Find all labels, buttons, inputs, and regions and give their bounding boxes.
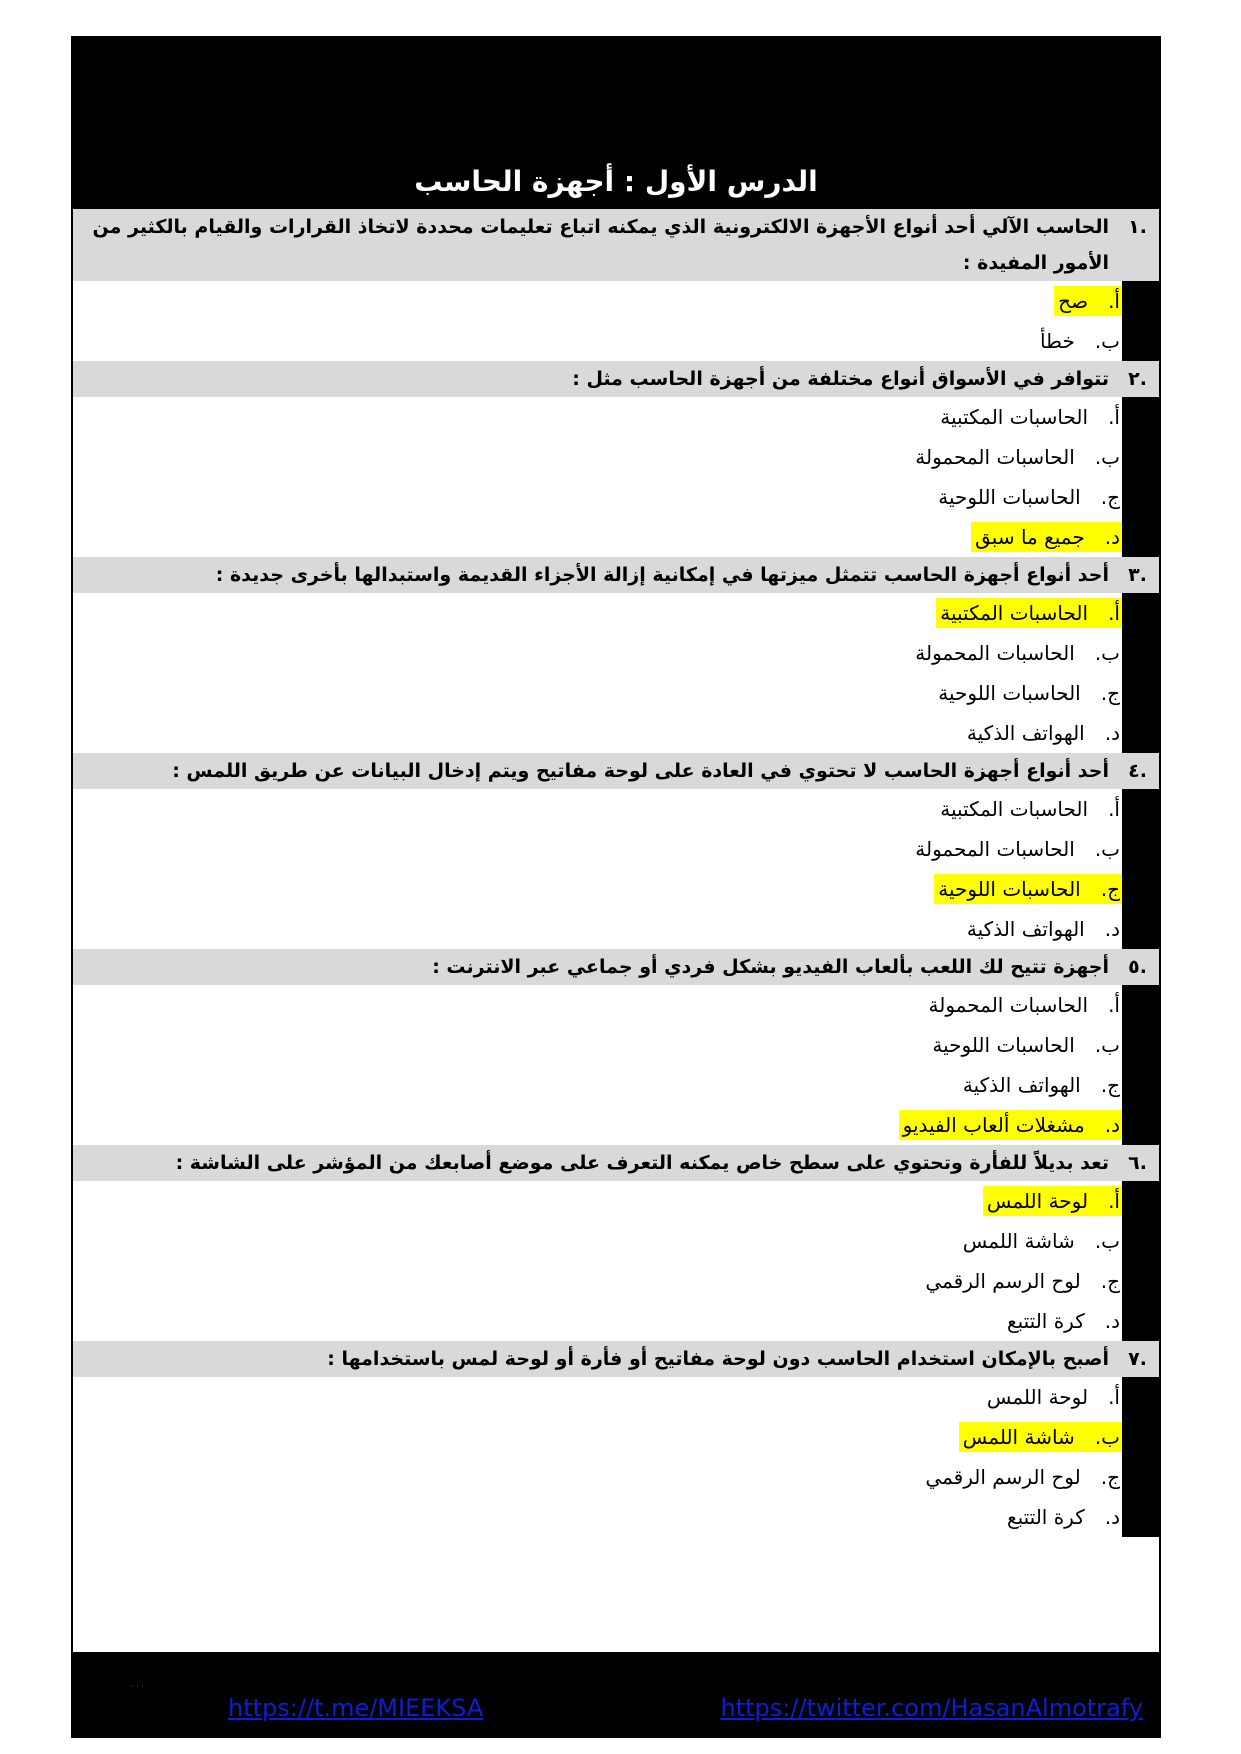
option-letter: ج.	[1100, 485, 1120, 509]
option-text: كرة التتبع	[1006, 1505, 1085, 1529]
option-letter: ب.	[1094, 1229, 1120, 1253]
question-number: .٧	[1128, 1348, 1147, 1370]
question-number: .٣	[1128, 564, 1147, 586]
option-letter: أ.	[1108, 993, 1120, 1017]
option-letter: أ.	[1108, 289, 1120, 313]
answer-option	[73, 1221, 1159, 1261]
answer-option	[73, 633, 1159, 673]
option-marker-bar	[1122, 1301, 1159, 1341]
option-text: الحاسبات المحمولة	[915, 837, 1075, 861]
answer-option	[73, 1105, 1159, 1145]
question-5	[73, 949, 1159, 985]
option-body	[1003, 1306, 1122, 1336]
option-body	[911, 638, 1122, 668]
option-letter: ج.	[1100, 1465, 1120, 1489]
answer-option	[73, 713, 1159, 753]
footer-mark: · · ·	[131, 1682, 144, 1691]
answer-option	[73, 517, 1159, 557]
answer-option	[73, 789, 1159, 829]
option-body	[925, 990, 1122, 1020]
answer-option	[73, 321, 1159, 361]
answer-option	[73, 281, 1159, 321]
option-text: كرة التتبع	[1006, 1309, 1085, 1333]
answer-option	[73, 1025, 1159, 1065]
option-body	[1036, 326, 1122, 356]
answer-option	[73, 909, 1159, 949]
option-marker-bar	[1122, 1025, 1159, 1065]
answer-option	[73, 477, 1159, 517]
option-marker-bar	[1122, 437, 1159, 477]
option-marker-bar	[1122, 1105, 1159, 1145]
option-letter: ج.	[1100, 1269, 1120, 1293]
answer-option	[73, 1181, 1159, 1221]
option-text: الحاسبات اللوحية	[938, 681, 1081, 705]
option-text: شاشة اللمس	[962, 1425, 1075, 1449]
option-marker-bar	[1122, 673, 1159, 713]
question-7	[73, 1341, 1159, 1377]
option-letter: د.	[1104, 1309, 1120, 1333]
answer-option	[73, 397, 1159, 437]
answer-option	[73, 869, 1159, 909]
telegram-link[interactable]: https://t.me/MIEEKSA	[228, 1694, 484, 1722]
option-marker-bar	[1122, 1417, 1159, 1457]
correct-answer-highlight	[971, 522, 1122, 552]
option-body	[959, 1070, 1122, 1100]
question-text: أصبح بالإمكان استخدام الحاسب دون لوحة مفاتيح أو فأرة أو لوحة لمس باستخدامها :	[327, 1348, 1109, 1370]
question-number: .٦	[1128, 1152, 1147, 1174]
option-letter: أ.	[1108, 405, 1120, 429]
option-marker-bar	[1122, 1181, 1159, 1221]
correct-answer-highlight	[1054, 286, 1122, 316]
option-text: الحاسبات المحمولة	[915, 445, 1075, 469]
option-body	[928, 1030, 1122, 1060]
option-letter: ج.	[1100, 1073, 1120, 1097]
answer-option	[73, 1065, 1159, 1105]
option-body	[911, 834, 1122, 864]
question-text: تتوافر في الأسواق أنواع مختلفة من أجهزة الحاسب مثل :	[572, 368, 1109, 390]
option-body	[963, 718, 1122, 748]
option-text: لوحة اللمس	[986, 1189, 1089, 1213]
option-text: الهواتف الذكية	[966, 917, 1085, 941]
question-number: .٢	[1128, 368, 1147, 390]
option-body	[936, 794, 1122, 824]
option-text: خطأ	[1039, 329, 1075, 353]
option-marker-bar	[1122, 593, 1159, 633]
option-marker-bar	[1122, 477, 1159, 517]
question-number: .٥	[1128, 956, 1147, 978]
question-text: أحد أنواع أجهزة الحاسب تتمثل ميزتها في إمكانية إزالة الأجزاء القديمة واستبدالها بأخرى جديدة :	[215, 564, 1109, 586]
answer-option	[73, 1497, 1159, 1537]
option-marker-bar	[1122, 829, 1159, 869]
option-text: لوح الرسم الرقمي	[925, 1269, 1081, 1293]
option-marker-bar	[1122, 1221, 1159, 1261]
question-3	[73, 557, 1159, 593]
option-text: الحاسبات المكتبية	[940, 797, 1089, 821]
option-text: الحاسبات اللوحية	[932, 1033, 1075, 1057]
option-letter: ب.	[1094, 445, 1120, 469]
option-marker-bar	[1122, 321, 1159, 361]
answer-option	[73, 593, 1159, 633]
question-list	[73, 209, 1159, 1537]
option-body	[936, 402, 1122, 432]
option-marker-bar	[1122, 869, 1159, 909]
question-text: الحاسب الآلي أحد أنواع الأجهزة الالكترونية الذي يمكنه اتباع تعليمات محددة لاتخاذ القرارات والقيام بالكثير من الأمور المفيدة :	[92, 216, 1109, 274]
option-body	[963, 914, 1122, 944]
answer-option	[73, 829, 1159, 869]
correct-answer-highlight	[934, 874, 1122, 904]
option-marker-bar	[1122, 1065, 1159, 1105]
question-6	[73, 1145, 1159, 1181]
option-letter: د.	[1104, 917, 1120, 941]
option-letter: ب.	[1094, 329, 1120, 353]
option-marker-bar	[1122, 713, 1159, 753]
answer-option	[73, 1261, 1159, 1301]
option-text: الهواتف الذكية	[962, 1073, 1081, 1097]
option-body	[921, 1462, 1122, 1492]
option-marker-bar	[1122, 1497, 1159, 1537]
option-marker-bar	[1122, 281, 1159, 321]
option-body	[959, 1226, 1122, 1256]
question-text: أجهزة تتيح لك اللعب بألعاب الفيديو بشكل فردي أو جماعي عبر الانترنت :	[432, 956, 1109, 978]
question-text: تعد بديلاً للفأرة وتحتوي على سطح خاص يمكنه التعرف على موضع أصابعك من المؤشر على الشاشة :	[175, 1152, 1109, 1174]
correct-answer-highlight	[936, 598, 1122, 628]
correct-answer-highlight	[983, 1186, 1122, 1216]
option-marker-bar	[1122, 909, 1159, 949]
option-letter: أ.	[1108, 601, 1120, 625]
option-text: الحاسبات اللوحية	[938, 877, 1081, 901]
question-1	[73, 209, 1159, 281]
answer-option	[73, 1417, 1159, 1457]
page-header	[73, 36, 1159, 209]
option-letter: د.	[1104, 1113, 1120, 1137]
answer-option	[73, 673, 1159, 713]
option-letter: أ.	[1108, 1189, 1120, 1213]
option-letter: د.	[1104, 721, 1120, 745]
correct-answer-highlight	[899, 1110, 1122, 1140]
option-letter: ج.	[1100, 877, 1120, 901]
option-letter: د.	[1104, 525, 1120, 549]
option-body	[1003, 1502, 1122, 1532]
option-text: الحاسبات اللوحية	[938, 485, 1081, 509]
option-text: الحاسبات المحمولة	[915, 641, 1075, 665]
option-text: الحاسبات المكتبية	[940, 405, 1089, 429]
option-marker-bar	[1122, 633, 1159, 673]
option-letter: ج.	[1100, 681, 1120, 705]
option-marker-bar	[1122, 1457, 1159, 1497]
option-text: لوح الرسم الرقمي	[925, 1465, 1081, 1489]
option-marker-bar	[1122, 985, 1159, 1025]
option-text: لوحة اللمس	[986, 1385, 1089, 1409]
option-text: مشغلات ألعاب الفيديو	[902, 1113, 1085, 1137]
answer-option	[73, 1457, 1159, 1497]
twitter-link[interactable]: https://twitter.com/HasanAlmotrafy	[720, 1694, 1143, 1722]
question-2	[73, 361, 1159, 397]
option-text: شاشة اللمس	[962, 1229, 1075, 1253]
option-body	[934, 482, 1122, 512]
option-letter: ب.	[1094, 837, 1120, 861]
answer-option	[73, 1377, 1159, 1417]
question-4	[73, 753, 1159, 789]
page-footer	[73, 1652, 1159, 1738]
option-letter: أ.	[1108, 797, 1120, 821]
option-marker-bar	[1122, 1261, 1159, 1301]
option-marker-bar	[1122, 397, 1159, 437]
option-marker-bar	[1122, 1377, 1159, 1417]
option-text: الهواتف الذكية	[966, 721, 1085, 745]
option-body	[934, 678, 1122, 708]
option-body	[983, 1382, 1122, 1412]
question-text: أحد أنواع أجهزة الحاسب لا تحتوي في العادة على لوحة مفاتيح ويتم إدخال البيانات عن طريق اللمس :	[172, 760, 1109, 782]
worksheet-page	[71, 36, 1161, 1738]
answer-option	[73, 1301, 1159, 1341]
option-letter: ب.	[1094, 1033, 1120, 1057]
option-text: صح	[1058, 289, 1089, 313]
option-text: الحاسبات المحمولة	[928, 993, 1089, 1017]
option-letter: أ.	[1108, 1385, 1120, 1409]
answer-option	[73, 437, 1159, 477]
correct-answer-highlight	[959, 1422, 1122, 1452]
option-letter: د.	[1104, 1505, 1120, 1529]
option-letter: ب.	[1094, 641, 1120, 665]
option-text: جميع ما سبق	[975, 525, 1085, 549]
question-number: .١	[1128, 216, 1147, 238]
option-marker-bar	[1122, 789, 1159, 829]
option-body	[921, 1266, 1122, 1296]
question-number: .٤	[1128, 760, 1147, 782]
option-marker-bar	[1122, 517, 1159, 557]
option-text: الحاسبات المكتبية	[940, 601, 1089, 625]
page-title: الدرس الأول : أجهزة الحاسب	[414, 165, 818, 198]
option-letter: ب.	[1094, 1425, 1120, 1449]
option-body	[911, 442, 1122, 472]
answer-option	[73, 985, 1159, 1025]
